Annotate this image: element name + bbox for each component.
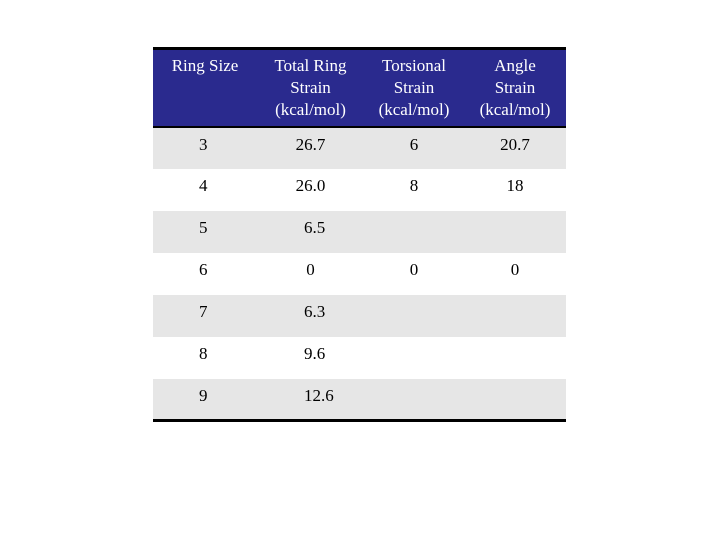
table-row [153,169,566,211]
cell-ring-size: 6 [199,259,208,279]
cell-total-strain: 0 [306,259,315,279]
ring-strain-table [153,47,566,422]
cell-angle-strain: 18 [506,175,524,195]
header-line: (kcal/mol) [275,100,346,119]
header-torsional-strain [364,49,464,127]
cell-torsional-strain [364,211,464,253]
table-body [153,127,566,421]
table-row [153,337,566,379]
cell-torsional-strain [364,379,464,421]
cell-total-strain: 12.6 [304,385,334,405]
cell-total-strain: 9.6 [304,343,326,363]
cell-total-strain: 26.7 [295,134,326,154]
cell-torsional-strain: 0 [409,259,419,279]
header-line: Torsional [382,56,446,75]
cell-total-strain: 6.5 [304,217,326,237]
table-row [153,379,566,421]
cell-torsional-strain: 6 [409,134,419,154]
header-line: Strain [393,78,435,97]
cell-torsional-strain: 8 [409,175,419,195]
cell-angle-strain: 0 [510,259,520,279]
header-line: (kcal/mol) [378,100,450,119]
table-row [153,127,566,169]
table-row [153,211,566,253]
cell-torsional-strain [364,337,464,379]
header-line: Strain [290,78,331,97]
cell-ring-size: 9 [199,385,208,405]
cell-ring-size: 7 [199,301,208,321]
cell-torsional-strain [364,295,464,337]
table-header [153,49,566,127]
cell-ring-size: 3 [199,134,208,154]
header-line: Strain [494,78,536,97]
header-line: Total Ring [274,56,347,75]
header-ring-size-label: Ring Size [171,56,239,75]
cell-angle-strain [464,337,566,379]
header-total-ring-strain [257,49,364,127]
cell-total-strain: 26.0 [295,175,326,195]
cell-angle-strain [464,295,566,337]
cell-ring-size: 8 [199,343,208,363]
cell-total-strain: 6.3 [304,301,326,321]
cell-angle-strain [464,211,566,253]
cell-angle-strain [464,379,566,421]
cell-ring-size: 4 [199,175,208,195]
cell-angle-strain: 20.7 [500,134,530,154]
table-row [153,295,566,337]
header-line: Angle [494,56,536,75]
header-row [153,49,566,127]
header-angle-strain [464,49,566,127]
header-ring-size [153,49,257,127]
header-line: (kcal/mol) [479,100,551,119]
table-row [153,253,566,295]
cell-ring-size: 5 [199,217,208,237]
